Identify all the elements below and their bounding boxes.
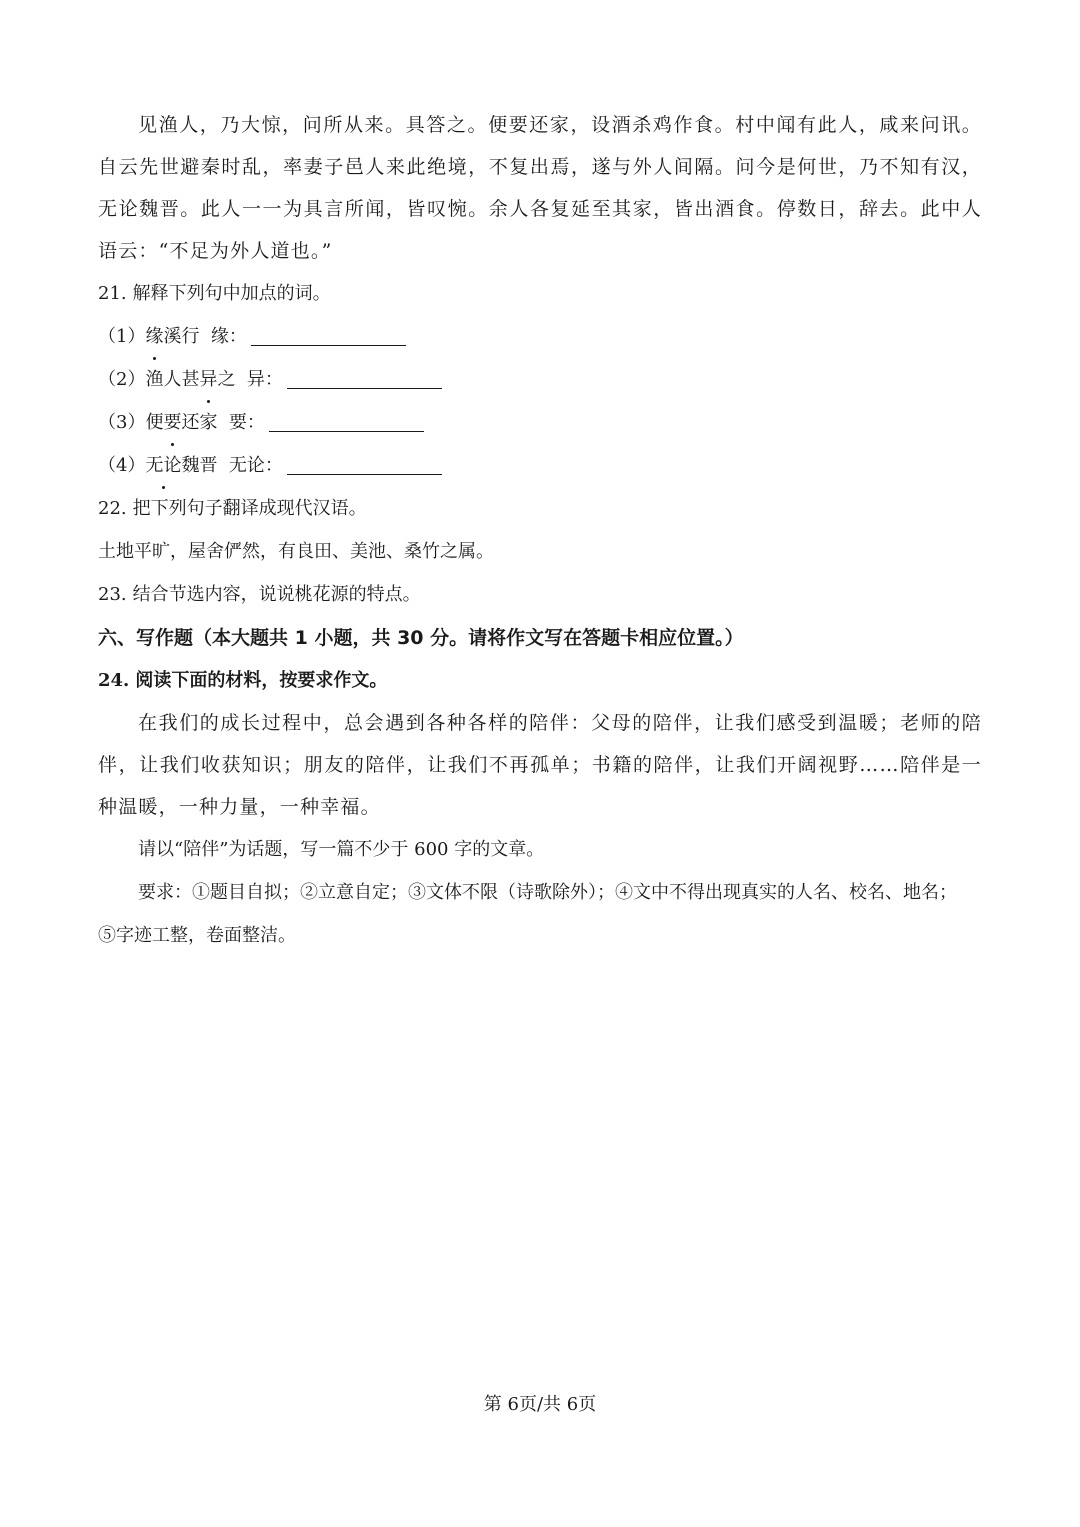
- dotted-word: 异: [199, 358, 217, 401]
- writing-requirements: 要求：①题目自拟；②立意自定；③文体不限（诗歌除外）；④文中不得出现真实的人名、校名、地名；: [138, 882, 957, 903]
- q22-sentence: 土地平旷，屋舍俨然，有良田、美池、桑竹之属。: [98, 541, 494, 562]
- question-prompt: 结合节选内容，说说桃花源的特点。: [132, 584, 421, 605]
- dotted-word: 缘: [145, 315, 163, 358]
- item-post: 溪行: [163, 326, 200, 347]
- question-23: [98, 573, 982, 616]
- question-number: 24.: [98, 670, 130, 691]
- answer-blank[interactable]: [287, 368, 442, 389]
- answer-blank[interactable]: [269, 411, 424, 432]
- document-page: [98, 104, 982, 957]
- question-22: [98, 487, 982, 530]
- item-word: 要：: [228, 412, 265, 433]
- item-post: 还家: [181, 412, 218, 433]
- item-label: （4）: [98, 455, 146, 476]
- writing-material: 在我们的成长过程中，总会遇到各种各样的陪伴：父母的陪伴，让我们感受到温暖；老师的陪伴，让我们收获知识；朋友的陪伴，让我们不再孤单；书籍的陪伴，让我们开阔视野……陪伴是一种温暖，一种力量，一种幸福。: [98, 712, 982, 818]
- classical-passage: 见渔人，乃大惊，问所从来。具答之。便要还家，设酒杀鸡作食。村中闻有此人，咸来问讯。自云先世避秦时乱，率妻子邑人来此绝境，不复出焉，遂与外人间隔。问今是何世，乃不知有汉，无论魏晋。此人一一为具言所闻，皆叹惋。余人各复延至其家，皆出酒食。停数日，辞去。此中人语云：“不足为外人道也。”: [98, 114, 982, 262]
- writing-requirements-cont: ⑤字迹工整，卷面整洁。: [98, 925, 296, 946]
- item-label: （3）: [98, 412, 146, 433]
- item-pre: 便: [145, 412, 164, 433]
- question-24: [98, 660, 982, 702]
- question-prompt: 阅读下面的材料，按要求作文。: [135, 670, 388, 691]
- question-21: [98, 272, 982, 315]
- dotted-word: 无论: [145, 444, 181, 487]
- item-word: 缘：: [210, 326, 247, 347]
- answer-blank[interactable]: [251, 325, 406, 346]
- item-word: 异：: [246, 369, 283, 390]
- q21-item-3: [98, 401, 982, 444]
- question-prompt: 解释下列句中加点的词。: [132, 283, 331, 304]
- item-label: （2）: [98, 369, 146, 390]
- q21-item-1: [98, 315, 982, 358]
- q21-item-2: [98, 358, 982, 401]
- item-post: 之: [217, 369, 236, 390]
- section-title-writing: 六、写作题（本大题共 1 小题，共 30 分。请将作文写在答题卡相应位置。）: [98, 627, 744, 649]
- item-word: 无论：: [228, 455, 283, 476]
- answer-blank[interactable]: [287, 454, 442, 475]
- question-number: 21.: [98, 283, 127, 304]
- question-number: 22.: [98, 498, 127, 519]
- question-prompt: 把下列句子翻译成现代汉语。: [132, 498, 367, 519]
- writing-instruction: 请以“陪伴”为话题，写一篇不少于 600 字的文章。: [138, 839, 545, 860]
- page-footer: 第 6页/共 6页: [483, 1394, 597, 1415]
- q21-item-4: [98, 444, 982, 487]
- dotted-word: 要: [163, 401, 181, 444]
- item-post: 魏晋: [181, 455, 218, 476]
- item-label: （1）: [98, 326, 146, 347]
- question-number: 23.: [98, 584, 127, 605]
- item-pre: 渔人甚: [145, 369, 200, 390]
